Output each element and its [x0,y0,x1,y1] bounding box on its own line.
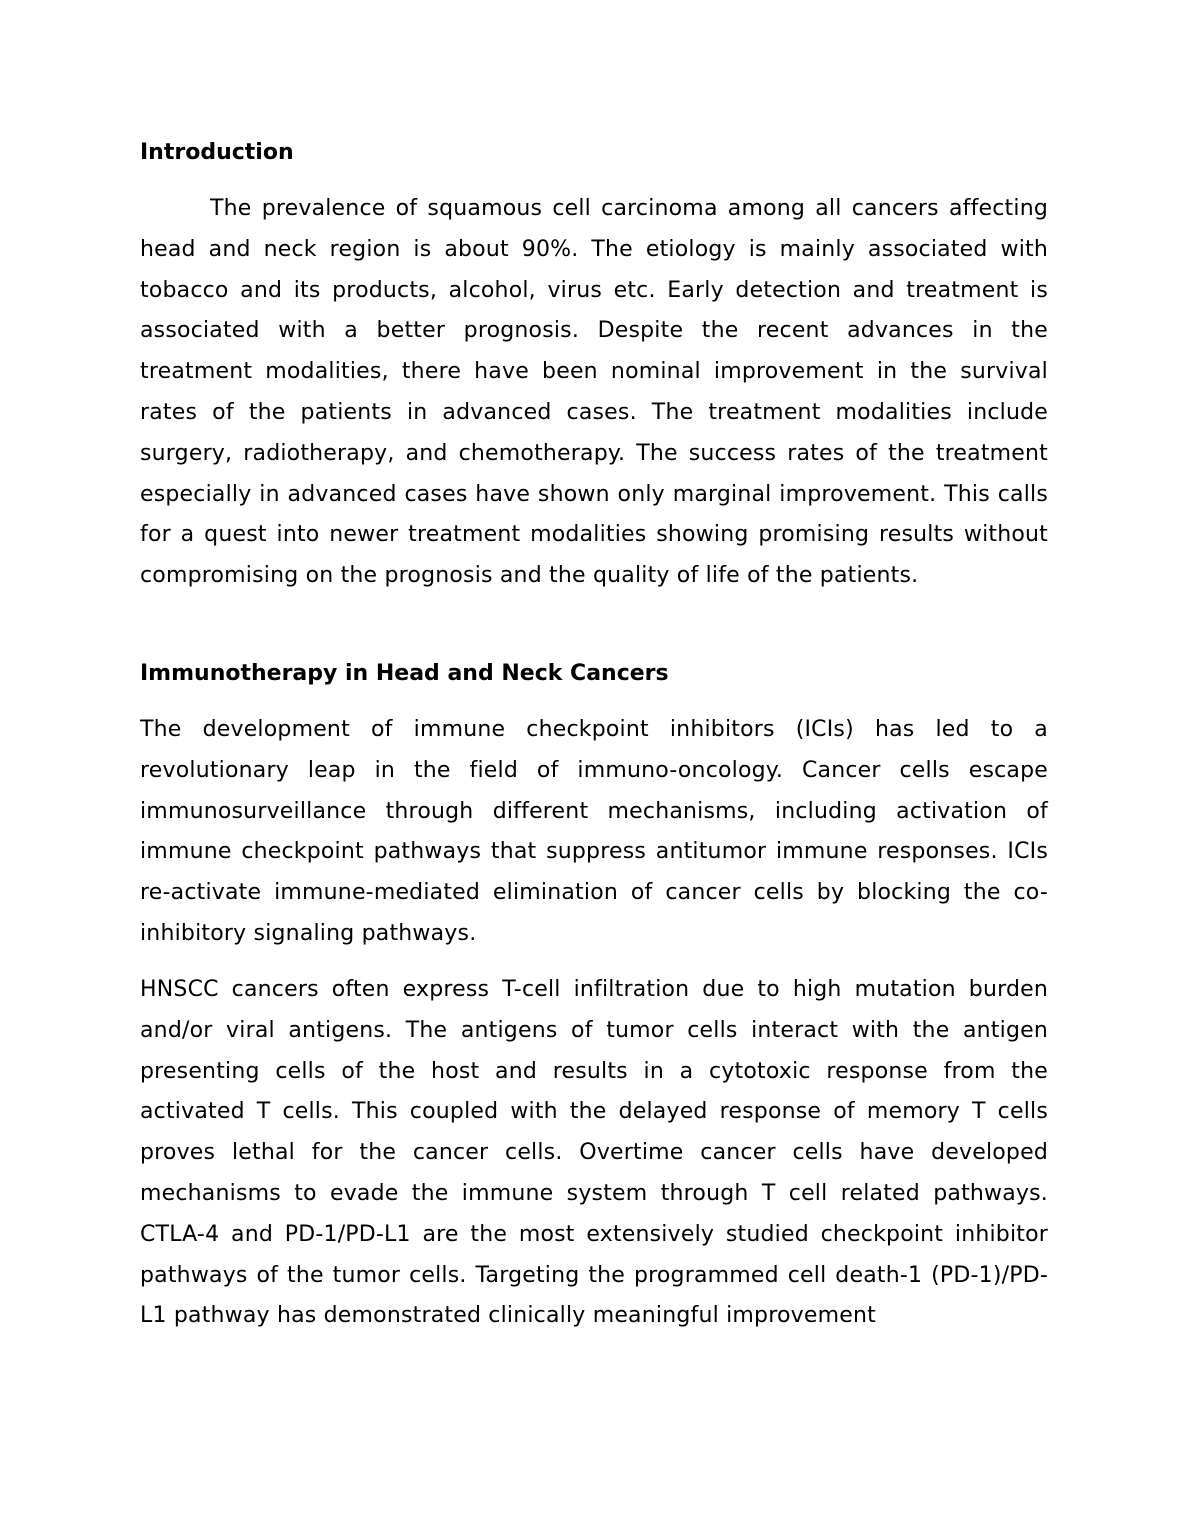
paragraph-ici: The development of immune checkpoint inhibitors (ICIs) has led to a revolutionary leap in the field of immuno-oncology. Cancer cells escape immunosurveillance through different mechanisms, including activation of immune checkpoint pathways that suppress antitumor immune responses. ICIs re-activate immune-mediated elimination of cancer cells by blocking the co-inhibitory signaling pathways. [140,717,1048,946]
section-heading-immunotherapy: Immunotherapy in Head and Neck Cancers [140,661,669,686]
paragraph-hnscc: HNSCC cancers often express T-cell infiltration due to high mutation burden and/or viral antigens. The antigens of tumor cells interact with the antigen presenting cells of the host and results in a cytotoxic response from the activated T cells. This coupled with the delayed response of memory T cells proves lethal for the cancer cells. Overtime cancer cells have developed mechanisms to evade the immune system through T cell related pathways. CTLA-4 and PD-1/PD-L1 are the most extensively studied checkpoint inhibitor pathways of the tumor cells. Targeting the programmed cell death-1 (PD-1)/PD-L1 pathway has demonstrated clinically meaningful improvement [140,977,1048,1329]
paragraph-introduction: The prevalence of squamous cell carcinoma among all cancers affecting head and neck region is about 90%. The etiology is mainly associated with tobacco and its products, alcohol, virus etc. Early detection and treatment is associated with a better prognosis. Despite the recent advances in the treatment modalities, there have been nominal improvement in the survival rates of the patients in advanced cases. The treatment modalities include surgery, radiotherapy, and chemotherapy. The success rates of the treatment especially in advanced cases have shown only marginal improvement. This calls for a quest into newer treatment modalities showing promising results without compromising on the prognosis and the quality of life of the patients. [140,196,1048,589]
section-heading-introduction: Introduction [140,140,294,165]
